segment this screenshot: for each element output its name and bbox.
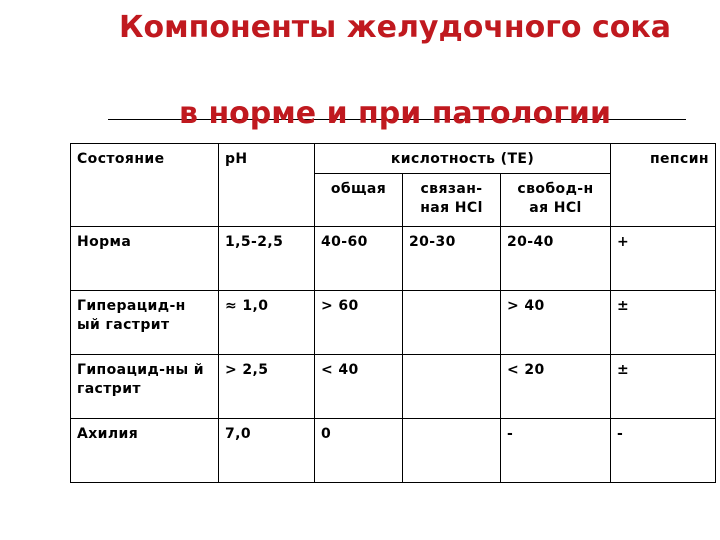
cell-total: < 40 (315, 355, 403, 419)
cell-free: - (501, 419, 611, 483)
cell-bound (403, 355, 501, 419)
cell-ph: ≈ 1,0 (219, 291, 315, 355)
table-header-row (71, 144, 716, 174)
cell-ph: > 2,5 (219, 355, 315, 419)
cell-bound: 20-30 (403, 227, 501, 291)
table-row (71, 291, 716, 355)
cell-pepsin: - (611, 419, 716, 483)
cell-state: Гиперацид-н ый гастрит (71, 291, 219, 355)
cell-free: 20-40 (501, 227, 611, 291)
cell-total: > 60 (315, 291, 403, 355)
cell-pepsin: ± (611, 355, 716, 419)
header-state: Состояние (71, 144, 219, 227)
table-row (71, 355, 716, 419)
header-free-hcl: свобод-н ая HCl (501, 174, 611, 227)
cell-pepsin: ± (611, 291, 716, 355)
cell-ph: 7,0 (219, 419, 315, 483)
header-acidity: кислотность (ТЕ) (315, 144, 611, 174)
slide-title-line-1: Компоненты желудочного сока (119, 10, 671, 45)
header-total-acidity: общая (315, 174, 403, 227)
gastric-juice-table (70, 143, 716, 483)
cell-state: Норма (71, 227, 219, 291)
cell-state: Ахилия (71, 419, 219, 483)
header-ph: pH (219, 144, 315, 227)
cell-free: < 20 (501, 355, 611, 419)
slide-title-line-2: в норме и при патологии (179, 96, 611, 131)
cell-total: 40-60 (315, 227, 403, 291)
cell-pepsin: + (611, 227, 716, 291)
cell-state: Гипоацид-ны й гастрит (71, 355, 219, 419)
header-pepsin: пепсин (611, 144, 716, 227)
cell-bound (403, 291, 501, 355)
cell-bound (403, 419, 501, 483)
table-row (71, 227, 716, 291)
cell-ph: 1,5-2,5 (219, 227, 315, 291)
table-row (71, 419, 716, 483)
header-bound-hcl: связан-ная HCl (403, 174, 501, 227)
cell-free: > 40 (501, 291, 611, 355)
cell-total: 0 (315, 419, 403, 483)
